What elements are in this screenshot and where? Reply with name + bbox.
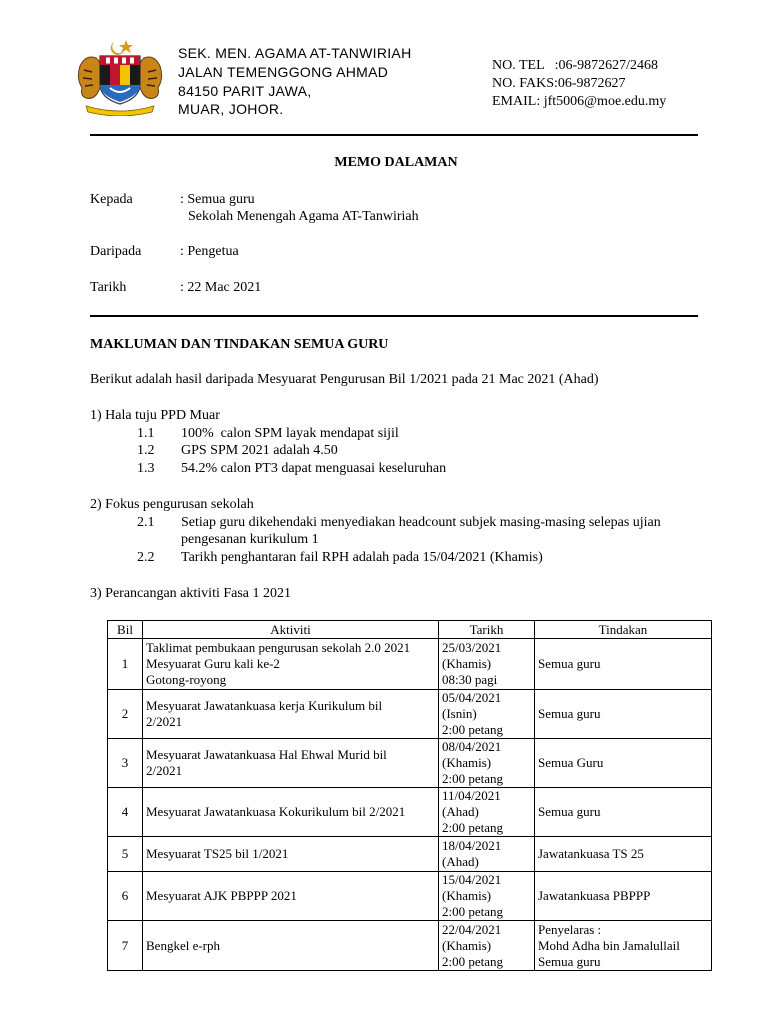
list-item-text: 54.2% calon PT3 dapat menguasai keseluruhan	[181, 461, 447, 476]
cell-tindakan-line: Semua Guru	[538, 755, 604, 770]
cell-tarikh	[439, 872, 535, 921]
school-address-line-3: MUAR, JOHOR.	[178, 101, 284, 117]
cell-tindakan	[535, 739, 712, 788]
list-item-number: 1.2	[137, 443, 155, 458]
cell-tindakan	[535, 690, 712, 739]
memo-divider	[90, 315, 698, 317]
cell-tarikh-line: (Ahad)	[442, 854, 479, 869]
list-item-number: 2.2	[137, 550, 155, 565]
kepada-label: Kepada	[90, 192, 133, 207]
cell-tindakan-line: Semua guru	[538, 706, 601, 721]
list-item-number: 1.3	[137, 461, 155, 476]
cell-tindakan	[535, 837, 712, 872]
cell-tarikh	[439, 739, 535, 788]
cell-bil: 4	[108, 788, 143, 837]
cell-aktiviti	[143, 639, 439, 690]
list-item-number: 1.1	[137, 426, 155, 441]
table-header-row	[108, 621, 712, 639]
malaysia-coat-of-arms-icon	[76, 36, 164, 116]
cell-tarikh	[439, 690, 535, 739]
cell-aktiviti	[143, 872, 439, 921]
table-row	[108, 788, 712, 837]
cell-tindakan-line: Semua guru	[538, 804, 601, 819]
intro-paragraph: Berikut adalah hasil daripada Mesyuarat Pengurusan Bil 1/2021 pada 21 Mac 2021 (Ahad)	[90, 372, 599, 387]
cell-aktiviti	[143, 837, 439, 872]
table-row	[108, 872, 712, 921]
cell-aktiviti-line: Gotong-royong	[146, 672, 227, 687]
tarikh-label: Tarikh	[90, 280, 127, 295]
cell-aktiviti-line: Mesyuarat Jawatankuasa kerja Kurikulum bil	[146, 698, 383, 713]
cell-aktiviti-line: Mesyuarat Guru kali ke-2	[146, 656, 280, 671]
cell-tindakan-line: Jawatankuasa PBPPP	[538, 888, 651, 903]
cell-aktiviti	[143, 921, 439, 971]
cell-tarikh	[439, 921, 535, 971]
cell-aktiviti-line: Mesyuarat Jawatankuasa Kokurikulum bil 2/2021	[146, 804, 406, 819]
cell-tarikh	[439, 837, 535, 872]
cell-tarikh-line: 2:00 petang	[442, 820, 504, 835]
cell-aktiviti-line: Mesyuarat Jawatankuasa Hal Ehwal Murid bil	[146, 747, 387, 762]
cell-tarikh-line: 2:00 petang	[442, 904, 504, 919]
cell-tarikh-line: (Khamis)	[442, 755, 492, 770]
cell-aktiviti-line: Taklimat pembukaan pengurusan sekolah 2.0 2021	[146, 640, 411, 655]
fax-number: NO. FAKS:06-9872627	[492, 76, 626, 91]
cell-tarikh-line: 08/04/2021	[442, 739, 502, 754]
table-row	[108, 921, 712, 971]
list-item-text: Tarikh penghantaran fail RPH adalah pada 15/04/2021 (Khamis)	[181, 550, 543, 565]
tarikh-value: : 22 Mac 2021	[180, 280, 262, 295]
cell-tindakan	[535, 872, 712, 921]
memo-title: MEMO DALAMAN	[334, 155, 458, 170]
school-name: SEK. MEN. AGAMA AT-TANWIRIAH	[178, 45, 412, 61]
table-row	[108, 639, 712, 690]
cell-tarikh-line: 15/04/2021	[442, 872, 502, 887]
activity-table	[107, 620, 712, 971]
cell-tarikh	[439, 788, 535, 837]
kepada-value: : Semua guru	[180, 192, 255, 207]
cell-tarikh-line: (Ahad)	[442, 804, 479, 819]
cell-tarikh-line: (Khamis)	[442, 888, 492, 903]
school-address-line-1: JALAN TEMENGGONG AHMAD	[178, 64, 389, 80]
list-item-text: Setiap guru dikehendaki menyediakan headcount subjek masing-masing selepas ujian	[181, 515, 661, 530]
cell-bil: 5	[108, 837, 143, 872]
cell-aktiviti-line: Mesyuarat TS25 bil 1/2021	[146, 846, 289, 861]
table-row	[108, 837, 712, 872]
column-header-bil: Bil	[108, 621, 143, 639]
cell-aktiviti-line: 2/2021	[146, 763, 183, 778]
column-header-tindakan: Tindakan	[535, 621, 712, 639]
cell-bil: 2	[108, 690, 143, 739]
cell-aktiviti-line: Bengkel e-rph	[146, 937, 221, 953]
cell-tindakan	[535, 788, 712, 837]
cell-bil: 7	[108, 921, 143, 971]
list-item-text: GPS SPM 2021 adalah 4.50	[181, 443, 338, 458]
cell-tindakan	[535, 921, 712, 971]
section-2-title: 2) Fokus pengurusan sekolah	[90, 497, 254, 512]
section-heading: MAKLUMAN DAN TINDAKAN SEMUA GURU	[90, 337, 389, 352]
daripada-label: Daripada	[90, 244, 142, 259]
section-1-title: 1) Hala tuju PPD Muar	[90, 408, 220, 423]
cell-tarikh-line: 22/04/2021	[442, 921, 502, 937]
cell-tarikh-line: (Isnin)	[442, 706, 477, 721]
email-address: EMAIL: jft5006@moe.edu.my	[492, 94, 667, 109]
daripada-value: : Pengetua	[180, 244, 239, 259]
cell-tarikh-line: (Khamis)	[442, 937, 492, 953]
cell-tarikh-line: 2:00 petang	[442, 771, 504, 786]
cell-tindakan	[535, 639, 712, 690]
cell-bil: 1	[108, 639, 143, 690]
cell-aktiviti	[143, 739, 439, 788]
list-item-number: 2.1	[137, 515, 155, 530]
column-header-aktiviti: Aktiviti	[143, 621, 439, 639]
column-header-tarikh: Tarikh	[439, 621, 535, 639]
cell-tarikh-line: 11/04/2021	[442, 788, 501, 803]
list-item-text-continued: pengesanan kurikulum 1	[181, 532, 319, 547]
telephone-number: NO. TEL :06-9872627/2468	[492, 58, 659, 73]
kepada-value-school: Sekolah Menengah Agama AT-Tanwiriah	[188, 209, 419, 224]
cell-tindakan-line: Mohd Adha bin Jamalullail	[538, 937, 680, 953]
cell-aktiviti-line: 2/2021	[146, 714, 183, 729]
cell-tarikh	[439, 639, 535, 690]
cell-tarikh-line: 2:00 petang	[442, 722, 504, 737]
cell-bil: 3	[108, 739, 143, 788]
cell-aktiviti	[143, 690, 439, 739]
header-divider	[90, 134, 698, 136]
cell-aktiviti	[143, 788, 439, 837]
list-item-text: 100% calon SPM layak mendapat sijil	[181, 426, 399, 441]
cell-aktiviti-line: Mesyuarat AJK PBPPP 2021	[146, 888, 297, 903]
cell-tarikh-line: 08:30 pagi	[442, 672, 498, 687]
cell-tarikh-line: 2:00 petang	[442, 953, 504, 969]
cell-tarikh-line: 18/04/2021	[442, 838, 502, 853]
cell-tarikh-line: 05/04/2021	[442, 690, 502, 705]
cell-tindakan-line: Semua guru	[538, 656, 601, 671]
table-row	[108, 739, 712, 788]
cell-tarikh-line: (Khamis)	[442, 656, 492, 671]
school-address-line-2: 84150 PARIT JAWA,	[178, 83, 312, 99]
cell-tindakan-line: Jawatankuasa TS 25	[538, 846, 644, 861]
section-3-title: 3) Perancangan aktiviti Fasa 1 2021	[90, 586, 292, 601]
cell-tindakan-line: Penyelaras :	[538, 921, 602, 937]
cell-tindakan-line: Semua guru	[538, 953, 601, 969]
table-row	[108, 690, 712, 739]
cell-tarikh-line: 25/03/2021	[442, 640, 502, 655]
cell-bil: 6	[108, 872, 143, 921]
